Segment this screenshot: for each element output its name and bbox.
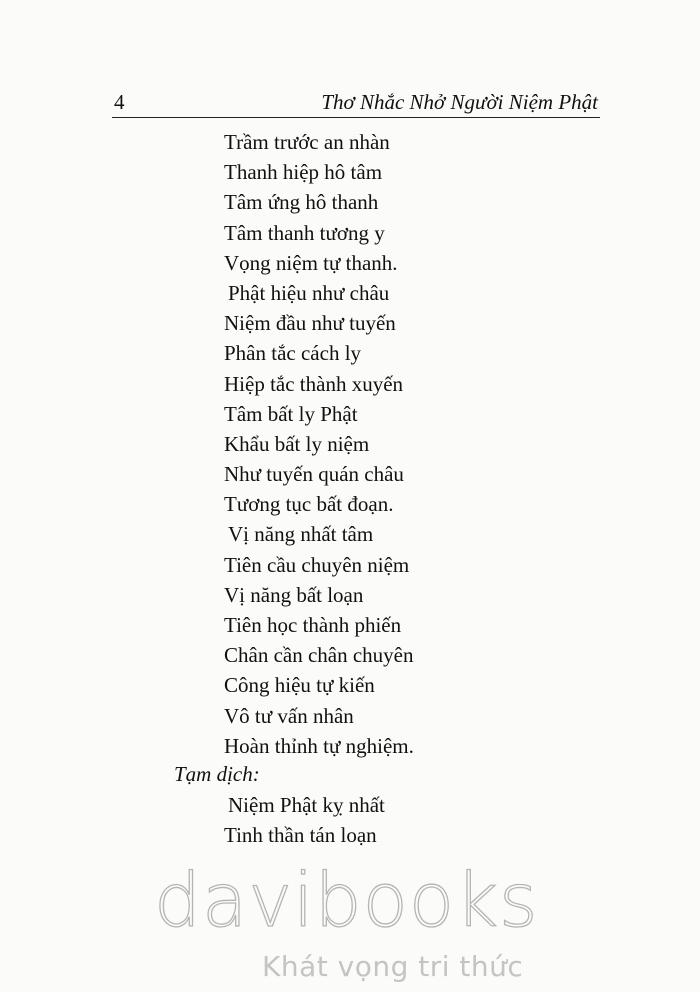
verse-line: Phật hiệu như châu: [228, 280, 390, 305]
verse-line: Vô tư vấn nhân: [224, 703, 354, 728]
poem-verse: [224, 127, 414, 761]
verse-line: Hoàn thỉnh tự nghiệm.: [224, 733, 414, 758]
verse-line: Tâm ứng hô thanh: [224, 190, 379, 215]
verse-line: Như tuyến quán châu: [224, 462, 404, 487]
verse-line: Niệm đầu như tuyến: [224, 311, 396, 336]
verse-line: Trầm trước an nhàn: [224, 130, 390, 154]
verse-line: Phân tắc cách ly: [224, 341, 362, 366]
translation-line: Niệm Phật kỵ nhất: [228, 793, 385, 817]
translation-line: Tinh thần tán loạn: [224, 823, 377, 848]
verse-line: Công hiệu tự kiến: [224, 673, 375, 698]
verse-line: Tâm thanh tương y: [224, 220, 385, 245]
watermark: [150, 858, 570, 988]
header-rule: [112, 117, 600, 118]
page-number: 4: [114, 90, 125, 114]
verse-line: Tiên học thành phiến: [224, 613, 402, 637]
watermark-slogan: Khát vọng tri thức: [262, 950, 524, 983]
verse-line: Tương tục bất đoạn.: [224, 492, 394, 517]
verse-line: Tiên cầu chuyên niệm: [224, 552, 410, 577]
verse-line: Vọng niệm tự thanh.: [224, 250, 398, 275]
verse-line: Vị năng bất loạn: [224, 582, 364, 607]
verse-line: Chân cần chân chuyên: [224, 643, 414, 668]
verse-line: Hiệp tắc thành xuyến: [224, 371, 404, 396]
running-title: Thơ Nhắc Nhở Người Niệm Phật: [321, 90, 598, 114]
translation-label: Tạm dịch:: [174, 762, 260, 786]
verse-line: Khẩu bất ly niệm: [224, 431, 370, 456]
page-header: [112, 88, 600, 118]
translation-verse: [224, 790, 385, 850]
verse-line: Thanh hiệp hô tâm: [224, 160, 383, 185]
verse-line: Vị năng nhất tâm: [228, 522, 374, 547]
verse-line: Tâm bất ly Phật: [224, 401, 358, 426]
watermark-brand: davibooks: [154, 858, 539, 944]
